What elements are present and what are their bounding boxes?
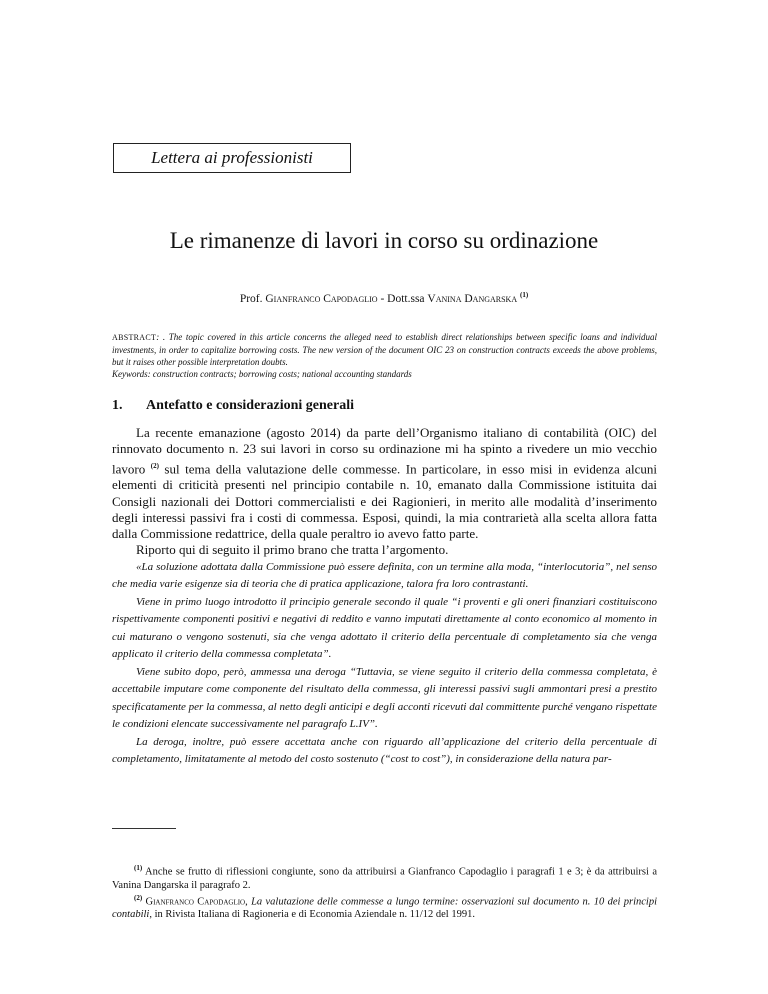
quote-paragraph: La deroga, inoltre, può essere accettata anche con riguardo all’applicazione del criterio della percentuale di completamento, limitatamente al metodo del costo sostenuto (“cost to cost”), in considerazione della natura par-	[112, 735, 657, 766]
quote-paragraph: «La soluzione adottata dalla Commissione può essere definita, con un termine alla moda, “interlocutoria”, nel senso che media varie esigenze sia di teoria che di pratica applicazione, talora fra loro contrastanti.	[112, 560, 657, 591]
abstract-text: The topic covered in this article concerns the alleged need to establish direct relationships between specific loans and individual investments, in order to capitalize borrowing costs. The new version of the document OIC 23 on construction contracts exceeds the above problems, but it raises other possible interpretation doubts.	[112, 332, 657, 367]
footnote-1	[112, 862, 657, 892]
section-label-box	[113, 143, 351, 173]
footnote-1-mark: (1)	[134, 864, 143, 872]
authors-line	[0, 291, 768, 305]
abstract-punct: : .	[156, 332, 169, 342]
footnote-2	[112, 892, 657, 922]
paragraph-text: sul tema della valutazione delle commesse. In particolare, in esso misi in evidenza alcuni elementi di criticità presenti nel principio contabile n. 10, emanato dalla Commissione istituita dai Consigli nazionali dei Dottori commercialisti e dei Ragionieri, in merito alle modalità d’inserimento degli interessi passivi fra i costi di commessa. Esposi, quindi, la mia contrarietà alla scelta allora fatta dalla Commissione redattrice, della quale peraltro io avevo fatto parte.	[112, 460, 657, 542]
body-text	[112, 425, 657, 769]
paragraph	[112, 425, 657, 542]
footnote-2-comma: ,	[245, 896, 252, 907]
footnote-1-text: Anche se frutto di riflessioni congiunte, sono da attribuirsi a Gianfranco Capodaglio i paragrafi 1 e 3; è da attribuirsi a Vanina Dangarska il paragrafo 2.	[112, 866, 658, 891]
paragraph-text: La recente emanazione (agosto 2014) da parte dell’Organismo italiano di contabilità (OIC) del rinnovato documento n. 23 sui lavori in corso su ordinazione mi ha spinto a rivedere un mio vecchio lavoro	[112, 425, 657, 476]
author2-name: Vanina Dangarska	[427, 292, 518, 305]
quote-paragraph: Viene subito dopo, però, ammessa una deroga “Tuttavia, se viene seguito il criterio della commessa completata, è accettabile imputare come componente del risultato della commessa, gli interessi passivi sugli ammontari presi a prestito specificatamente per la commessa, al netto degli anticipi e degli acconti ricevuti dal committente purché vengano rispettate le condizioni elencate successivamente nel paragrafo L.IV”.	[112, 665, 657, 731]
footnote-ref: (2)	[150, 461, 159, 470]
article-title: Le rimanenze di lavori in corso su ordinazione	[169, 228, 599, 253]
abstract-keywords: Keywords: construction contracts; borrowing costs; national accounting standards	[112, 369, 412, 379]
paragraph: Riporto qui di seguito il primo brano che tratta l’argomento.	[136, 542, 449, 558]
author1-name: Gianfranco Capodaglio	[265, 292, 378, 305]
abstract-label: ABSTRACT	[112, 333, 157, 342]
section-heading	[112, 398, 657, 414]
footnote-2-work: La valutazione delle commesse a lungo termine: osservazioni sul documento n. 10 dei principi contabili	[112, 896, 657, 920]
footnote-2-rest: , in Rivista Italiana di Ragioneria e di Economia Aziendale n. 11/12 del 1991.	[149, 909, 475, 920]
authors-footnote-ref: (1)	[520, 291, 529, 299]
footnote-2-author: Gianfranco Capodaglio	[145, 896, 246, 907]
footnote-2-mark: (2)	[134, 893, 143, 902]
abstract	[112, 331, 657, 380]
section-title: Antefatto e considerazioni generali	[146, 398, 355, 413]
section-label: Lettera ai professionisti	[151, 148, 313, 167]
author1-prefix: Prof.	[239, 292, 266, 305]
quote-paragraph: Viene in primo luogo introdotto il principio generale secondo il quale “i proventi e gli oneri finanziari costituiscono rispettivamente componenti positivi e negativi di reddito e vanno imputati direttamente al conto economico al momento in cui maturano o vengono sostenuti, sia che venga adottato il criterio della percentuale di completamento sia che venga applicato il criterio della commessa completata”.	[112, 595, 657, 661]
footnote-divider	[112, 828, 176, 829]
section-number: 1.	[112, 398, 123, 413]
author-separator: - Dott.ssa	[377, 292, 428, 305]
footnotes	[112, 862, 657, 921]
